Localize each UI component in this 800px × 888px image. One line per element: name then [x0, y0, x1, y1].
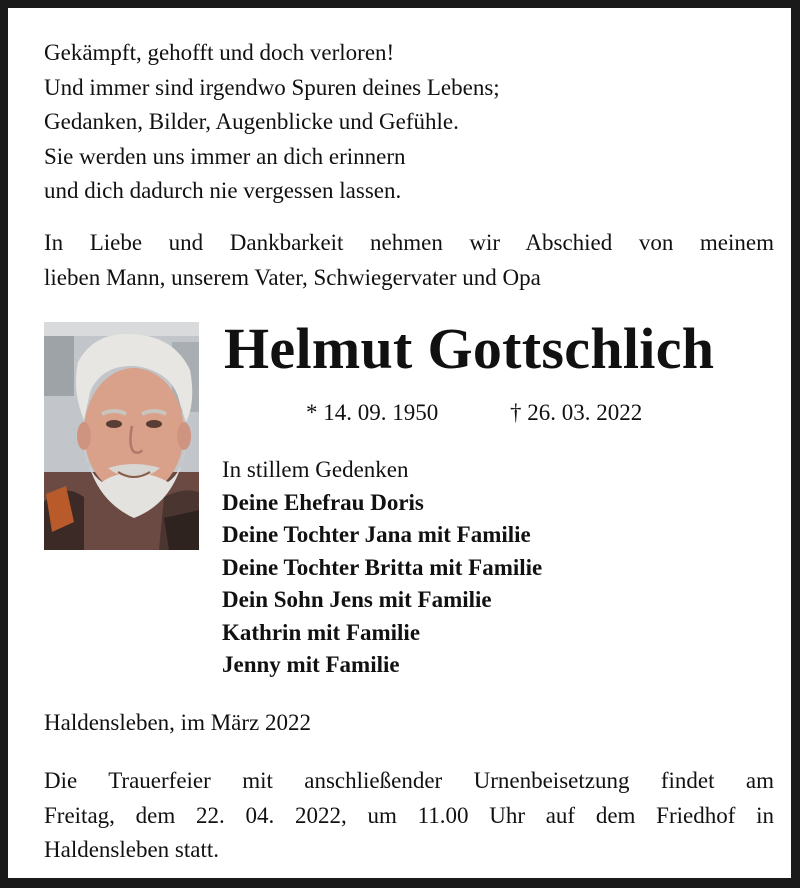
mourner-name: Deine Ehefrau Doris [222, 489, 424, 515]
funeral-line: Haldensleben statt. [44, 837, 220, 862]
funeral-line: Die Trauerfeier mit anschließender Urnenbeisetzung findet am [44, 768, 774, 793]
poem-line: Gekämpft, gehofft und doch verloren! [44, 40, 395, 65]
mourner-name: Kathrin mit Familie [222, 619, 421, 645]
place-date: Haldensleben, im März 2022 [44, 710, 311, 735]
poem [44, 36, 774, 209]
intro-line: In Liebe und Dankbarkeit nehmen wir Abschied von meinem [44, 230, 774, 255]
mourners-lead: In stillem Gedenken [222, 457, 409, 482]
mourner-name: Deine Tochter Britta mit Familie [222, 554, 543, 580]
death-date: † 26. 03. 2022 [510, 400, 643, 425]
poem-line: Und immer sind irgendwo Spuren deines Lebens; [44, 74, 500, 100]
poem-line: Gedanken, Bilder, Augenblicke und Gefühle. [44, 109, 459, 134]
poem-line: Sie werden uns immer an dich erinnern [44, 143, 406, 169]
mourners-list [222, 454, 542, 682]
intro-line: lieben Mann, unserem Vater, Schwiegervater und Opa [44, 264, 541, 290]
intro-text [44, 226, 774, 295]
mourner-name: Jenny mit Familie [222, 652, 400, 677]
poem-line: und dich dadurch nie vergessen lassen. [44, 178, 402, 203]
mourner-name: Dein Sohn Jens mit Familie [222, 587, 492, 612]
deceased-name: Helmut Gottschlich [224, 316, 715, 381]
funeral-line: Freitag, dem 22. 04. 2022, um 11.00 Uhr auf dem Friedhof in [44, 802, 774, 828]
birth-date: * 14. 09. 1950 [306, 400, 439, 425]
funeral-notice [44, 764, 774, 868]
life-dates [306, 396, 642, 430]
mourner-name: Deine Tochter Jana mit Familie [222, 522, 531, 547]
obituary-content [44, 36, 774, 862]
portrait-photo [44, 322, 199, 550]
